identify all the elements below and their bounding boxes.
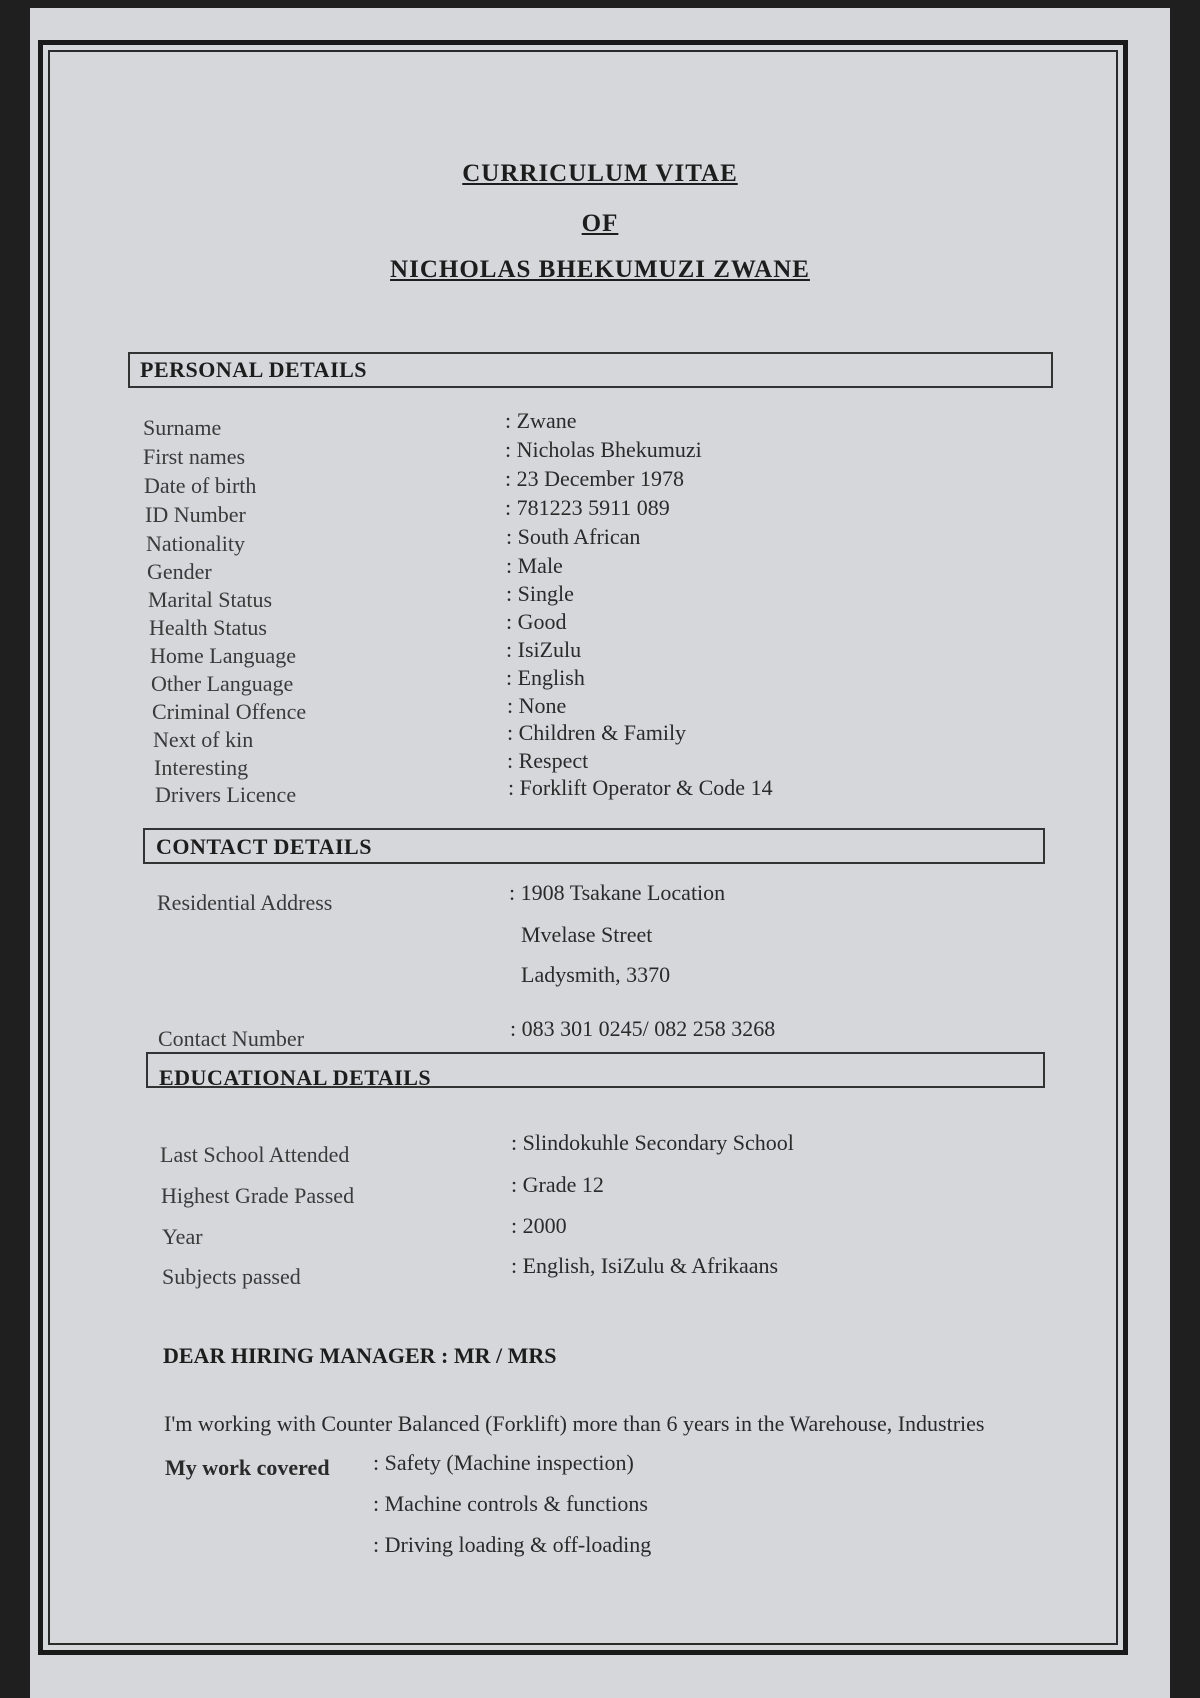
contact-number-label: Contact Number — [158, 1026, 305, 1051]
date-of-birth-label: Date of birth — [144, 473, 257, 498]
personal-details-heading: PERSONAL DETAILS — [140, 357, 368, 382]
id-number-value: : 781223 5911 089 — [505, 495, 670, 520]
cv-title: CURRICULUM VITAE — [462, 160, 738, 187]
last-school-label: Last School Attended — [160, 1142, 350, 1167]
gender-label: Gender — [147, 559, 212, 584]
other-language-value: : English — [506, 665, 585, 690]
marital-status-value: : Single — [506, 581, 574, 606]
work-item: : Driving loading & off-loading — [373, 1532, 652, 1557]
home-language-value: : IsiZulu — [506, 637, 582, 662]
interesting-label: Interesting — [154, 755, 249, 780]
highest-grade-value: : Grade 12 — [511, 1172, 604, 1197]
first-names-value: : Nicholas Bhekumuzi — [505, 437, 702, 462]
highest-grade-label: Highest Grade Passed — [161, 1183, 355, 1208]
next-of-kin-label: Next of kin — [153, 727, 254, 752]
address-line-3: Ladysmith, 3370 — [521, 962, 671, 987]
work-covered-label: My work covered — [165, 1455, 330, 1480]
contact-details-heading: CONTACT DETAILS — [156, 834, 372, 859]
subjects-passed-label: Subjects passed — [162, 1264, 301, 1289]
marital-status-label: Marital Status — [148, 587, 273, 612]
cv-name-heading: NICHOLAS BHEKUMUZI ZWANE — [390, 256, 810, 283]
nationality-value: : South African — [506, 524, 641, 549]
drivers-licence-label: Drivers Licence — [155, 782, 297, 807]
first-names-label: First names — [143, 444, 246, 469]
surname-value: : Zwane — [505, 408, 577, 433]
date-of-birth-value: : 23 December 1978 — [505, 466, 684, 491]
residential-address-label: Residential Address — [157, 890, 333, 915]
intro-paragraph: I'm working with Counter Balanced (Forklift) more than 6 years in the Warehouse, Industries — [164, 1411, 985, 1436]
surname-label: Surname — [143, 415, 222, 440]
work-item: : Safety (Machine inspection) — [373, 1450, 634, 1475]
salutation: DEAR HIRING MANAGER : MR / MRS — [163, 1343, 557, 1368]
contact-number-value: : 083 301 0245/ 082 258 3268 — [510, 1016, 776, 1041]
year-label: Year — [162, 1224, 203, 1249]
subjects-passed-value: : English, IsiZulu & Afrikaans — [511, 1253, 779, 1278]
criminal-offence-label: Criminal Offence — [152, 699, 307, 724]
id-number-label: ID Number — [145, 502, 246, 527]
educational-details-heading: EDUCATIONAL DETAILS — [159, 1065, 432, 1090]
interesting-value: : Respect — [507, 748, 589, 773]
drivers-licence-value: : Forklift Operator & Code 14 — [508, 775, 773, 800]
nationality-label: Nationality — [146, 531, 245, 556]
next-of-kin-value: : Children & Family — [507, 720, 687, 745]
other-language-label: Other Language — [151, 671, 294, 696]
address-line-2: Mvelase Street — [521, 922, 653, 947]
address-line-1: : 1908 Tsakane Location — [509, 880, 726, 905]
health-status-value: : Good — [506, 609, 567, 634]
criminal-offence-value: : None — [507, 693, 567, 718]
work-item: : Machine controls & functions — [373, 1491, 648, 1516]
last-school-value: : Slindokuhle Secondary School — [511, 1130, 794, 1155]
home-language-label: Home Language — [150, 643, 296, 668]
gender-value: : Male — [506, 553, 563, 578]
year-value: : 2000 — [511, 1213, 567, 1238]
cv-title-of: OF — [581, 210, 619, 237]
health-status-label: Health Status — [149, 615, 267, 640]
